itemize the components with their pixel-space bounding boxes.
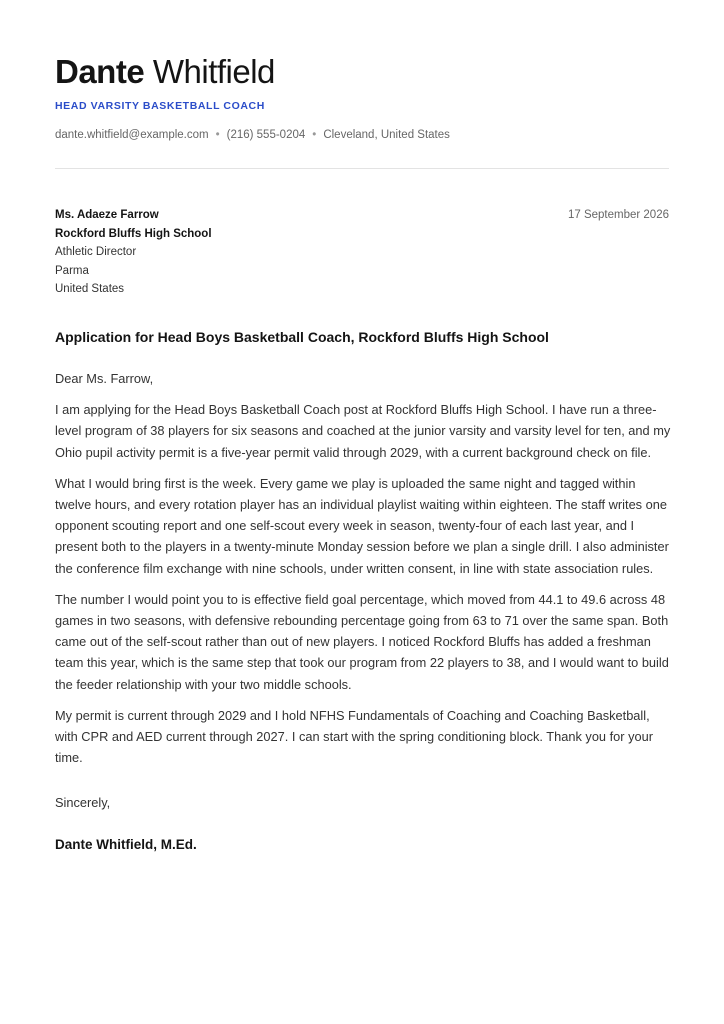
letter-header (55, 52, 669, 141)
contact-phone: (216) 555-0204 (226, 129, 306, 141)
recipient-organization: Rockford Bluffs High School (55, 227, 212, 240)
signature: Dante Whitfield, M.Ed. (55, 836, 197, 852)
recipient-block (55, 206, 212, 299)
greeting: Dear Ms. Farrow, (55, 371, 154, 386)
recipient-name: Ms. Adaeze Farrow (55, 209, 159, 221)
applicant-name (55, 52, 669, 92)
contact-separator: • (312, 129, 317, 141)
body-paragraph: My permit is current through 2029 and I hold NFHS Fundamentals of Coaching and Coaching Basketball, with CPR and AED current through 2027. I can start with the spring conditioning block. Thank you for your time. (55, 707, 653, 766)
recipient-country: United States (55, 283, 125, 295)
letter-date: 17 September 2026 (567, 209, 669, 221)
letter-body (55, 368, 673, 855)
body-paragraph: What I would bring first is the week. Every game we play is uploaded the same night and tagged within twelve hours, and every rotation player has an individual playlist waiting within eighteen. The staff writes one opponent scouting report and one self-scout every week in season, twenty-four of each last year, and I present both to the players in a twenty-minute Monday session before we plan a single drill. I also administer the conference film exchange with nine schools, under written consent, in line with state association rules. (55, 475, 669, 576)
contact-separator: • (215, 129, 220, 141)
closing: Sincerely, (55, 795, 111, 811)
letter-subject: Application for Head Boys Basketball Coach, Rockford Bluffs High School (55, 329, 549, 345)
body-paragraph: I am applying for the Head Boys Basketball Coach post at Rockford Bluffs High School. I have run a three-level program of 38 players for six seasons and coached at the junior varsity and varsity level for ten, and my Ohio pupil activity permit is a five-year permit valid through 2029, with a current background check on file. (55, 402, 671, 460)
recipient-city: Parma (55, 264, 89, 277)
recipient-title: Athletic Director (55, 246, 137, 258)
body-paragraph: The number I would point you to is effective field goal percentage, which moved from 44.1 to 49.6 across 48 games in two seasons, with defensive rebounding percentage going from 63 to 71 over the same span. Both came out of the self-scout rather than out of new players. I noticed Rockford Bluffs has added a freshman team this year, which is the same step that took our program from 22 players to 38, and I would want to build the feeder relationship with your two middle schools. (55, 591, 669, 692)
applicant-role: HEAD VARSITY BASKETBALL COACH (55, 100, 265, 112)
header-divider (55, 168, 669, 169)
contact-location: Cleveland, United States (323, 129, 450, 141)
applicant-last-name: Whitfield (152, 53, 275, 90)
applicant-first-name: Dante (55, 53, 145, 90)
contact-line (55, 129, 669, 141)
contact-email: dante.whitfield@example.com (55, 129, 209, 141)
